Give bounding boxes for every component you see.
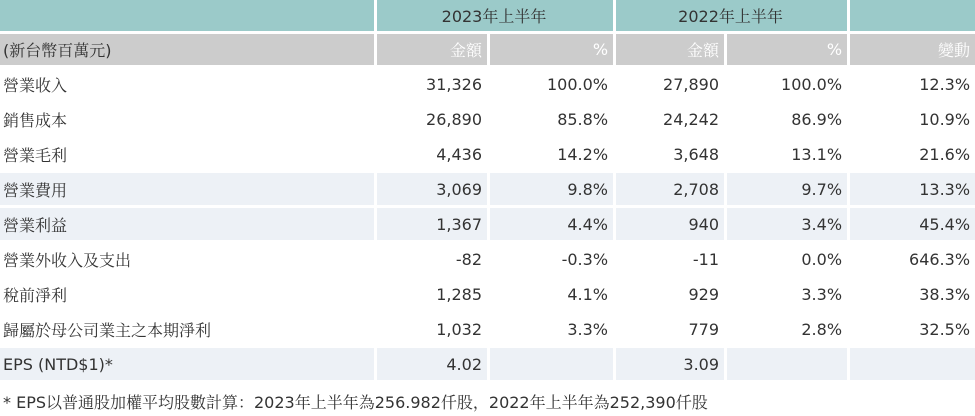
amount-2022-cell: 2,708 xyxy=(616,173,727,208)
change-cell: 12.3% xyxy=(850,68,975,103)
amount-2022-cell: -11 xyxy=(616,243,727,278)
percent-header-2022: % xyxy=(727,34,850,68)
amount-2022-cell: 940 xyxy=(616,208,727,243)
row-label: 營業外收入及支出 xyxy=(0,243,377,278)
row-label: 營業毛利 xyxy=(0,138,377,173)
percent-2023-cell xyxy=(490,348,616,383)
table-row xyxy=(0,208,975,243)
percent-2022-cell: 2.8% xyxy=(727,313,850,348)
percent-2023-cell: 14.2% xyxy=(490,138,616,173)
percent-2023-cell: 3.3% xyxy=(490,313,616,348)
amount-2023-cell: 4.02 xyxy=(377,348,490,383)
group-header-2022: 2022年上半年 xyxy=(616,0,850,34)
change-cell: 10.9% xyxy=(850,103,975,138)
percent-2023-cell: -0.3% xyxy=(490,243,616,278)
percent-2022-cell: 100.0% xyxy=(727,68,850,103)
amount-2022-cell: 3,648 xyxy=(616,138,727,173)
percent-2022-cell: 0.0% xyxy=(727,243,850,278)
amount-2023-cell: 1,285 xyxy=(377,278,490,313)
percent-2022-cell: 13.1% xyxy=(727,138,850,173)
table-row xyxy=(0,243,975,278)
group-header-row xyxy=(0,0,975,34)
amount-2023-cell: -82 xyxy=(377,243,490,278)
corner-cell xyxy=(0,0,377,34)
table-row xyxy=(0,278,975,313)
amount-2023-cell: 26,890 xyxy=(377,103,490,138)
percent-2022-cell: 3.4% xyxy=(727,208,850,243)
amount-2022-cell: 24,242 xyxy=(616,103,727,138)
percent-2022-cell: 9.7% xyxy=(727,173,850,208)
change-cell: 45.4% xyxy=(850,208,975,243)
row-label: 營業費用 xyxy=(0,173,377,208)
amount-2023-cell: 31,326 xyxy=(377,68,490,103)
change-spacer-cell xyxy=(850,0,975,34)
amount-2022-cell: 3.09 xyxy=(616,348,727,383)
group-header-2023: 2023年上半年 xyxy=(377,0,616,34)
change-cell: 21.6% xyxy=(850,138,975,173)
change-header: 變動 xyxy=(850,34,975,68)
amount-2023-cell: 3,069 xyxy=(377,173,490,208)
table-row xyxy=(0,173,975,208)
row-label: 銷售成本 xyxy=(0,103,377,138)
table-row xyxy=(0,103,975,138)
change-cell: 38.3% xyxy=(850,278,975,313)
amount-2023-cell: 1,032 xyxy=(377,313,490,348)
amount-2022-cell: 779 xyxy=(616,313,727,348)
percent-header-2023: % xyxy=(490,34,616,68)
percent-2022-cell xyxy=(727,348,850,383)
amount-2023-cell: 1,367 xyxy=(377,208,490,243)
amount-2023-cell: 4,436 xyxy=(377,138,490,173)
percent-2023-cell: 4.4% xyxy=(490,208,616,243)
percent-2022-cell: 86.9% xyxy=(727,103,850,138)
table-row xyxy=(0,68,975,103)
change-cell: 646.3% xyxy=(850,243,975,278)
change-cell: 32.5% xyxy=(850,313,975,348)
table-row xyxy=(0,138,975,173)
change-cell: 13.3% xyxy=(850,173,975,208)
percent-2023-cell: 100.0% xyxy=(490,68,616,103)
row-label: 營業利益 xyxy=(0,208,377,243)
row-label: 歸屬於母公司業主之本期淨利 xyxy=(0,313,377,348)
row-label: 稅前淨利 xyxy=(0,278,377,313)
amount-header-2023: 金額 xyxy=(377,34,490,68)
row-label: EPS (NTD$1)* xyxy=(0,348,377,383)
percent-2023-cell: 4.1% xyxy=(490,278,616,313)
amount-2022-cell: 929 xyxy=(616,278,727,313)
percent-2022-cell: 3.3% xyxy=(727,278,850,313)
amount-2022-cell: 27,890 xyxy=(616,68,727,103)
amount-header-2022: 金額 xyxy=(616,34,727,68)
eps-footnote: * EPS以普通股加權平均股數計算：2023年上半年為256.982仟股，2022年上半年為252,390仟股 xyxy=(3,393,708,412)
table-row xyxy=(0,348,975,383)
change-cell xyxy=(850,348,975,383)
table-row xyxy=(0,313,975,348)
percent-2023-cell: 85.8% xyxy=(490,103,616,138)
percent-2023-cell: 9.8% xyxy=(490,173,616,208)
row-label: 營業收入 xyxy=(0,68,377,103)
unit-label-cell: (新台幣百萬元) xyxy=(0,34,377,68)
column-header-row xyxy=(0,34,975,68)
